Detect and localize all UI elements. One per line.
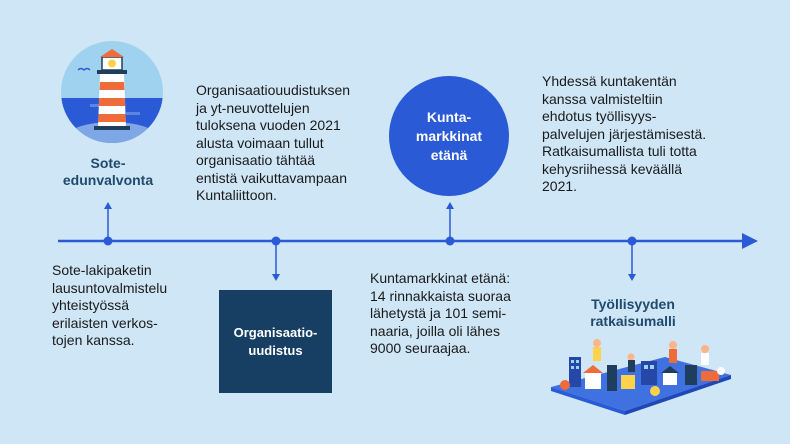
timeline-node-1 [104,237,113,246]
milestone-1-title: Sote- edunvalvonta [62,155,154,188]
milestone-4-title: Työllisyyden ratkaisumalli [590,296,676,329]
city-icon [545,335,735,415]
milestone-3-text: Kuntamarkkinat etänä: 14 rinnakkaista suoraa lähetystä ja 101 semi- naaria, joilla oli lähes 9000 seuraajaa. [370,270,511,356]
milestone-3-circle: Kunta- markkinat etänä [389,76,509,196]
connector-4-arrow [628,274,636,281]
timeline-node-2 [272,237,281,246]
timeline-arrowhead [742,233,758,249]
connector-2-arrow [272,274,280,281]
milestone-1-text: Sote-lakipaketin lausuntovalmistelu yhteistyössä erilaisten verkos- tojen kanssa. [52,262,168,348]
connector-3-arrow [446,202,454,209]
lighthouse-icon [60,40,164,144]
timeline-node-4 [628,237,637,246]
milestone-4-text: Yhdessä kuntakentän kanssa valmisteltiin ehdotus työllisyys- palvelujen järjestämisestä. Ratkaisumallista tuli totta kehysriihessä keväällä 2021. [542,73,707,194]
milestone-2-box: Organisaatio- uudistus [219,290,332,393]
milestone-2-text: Organisaatiouudistuksen ja yt-neuvottelujen tuloksena vuoden 2021 alusta voimaan tullut organisaatio tähtää entistä vaikuttavampaan Kuntaliittoon. [196,82,351,203]
connector-1-arrow [104,202,112,209]
timeline-node-3 [446,237,455,246]
